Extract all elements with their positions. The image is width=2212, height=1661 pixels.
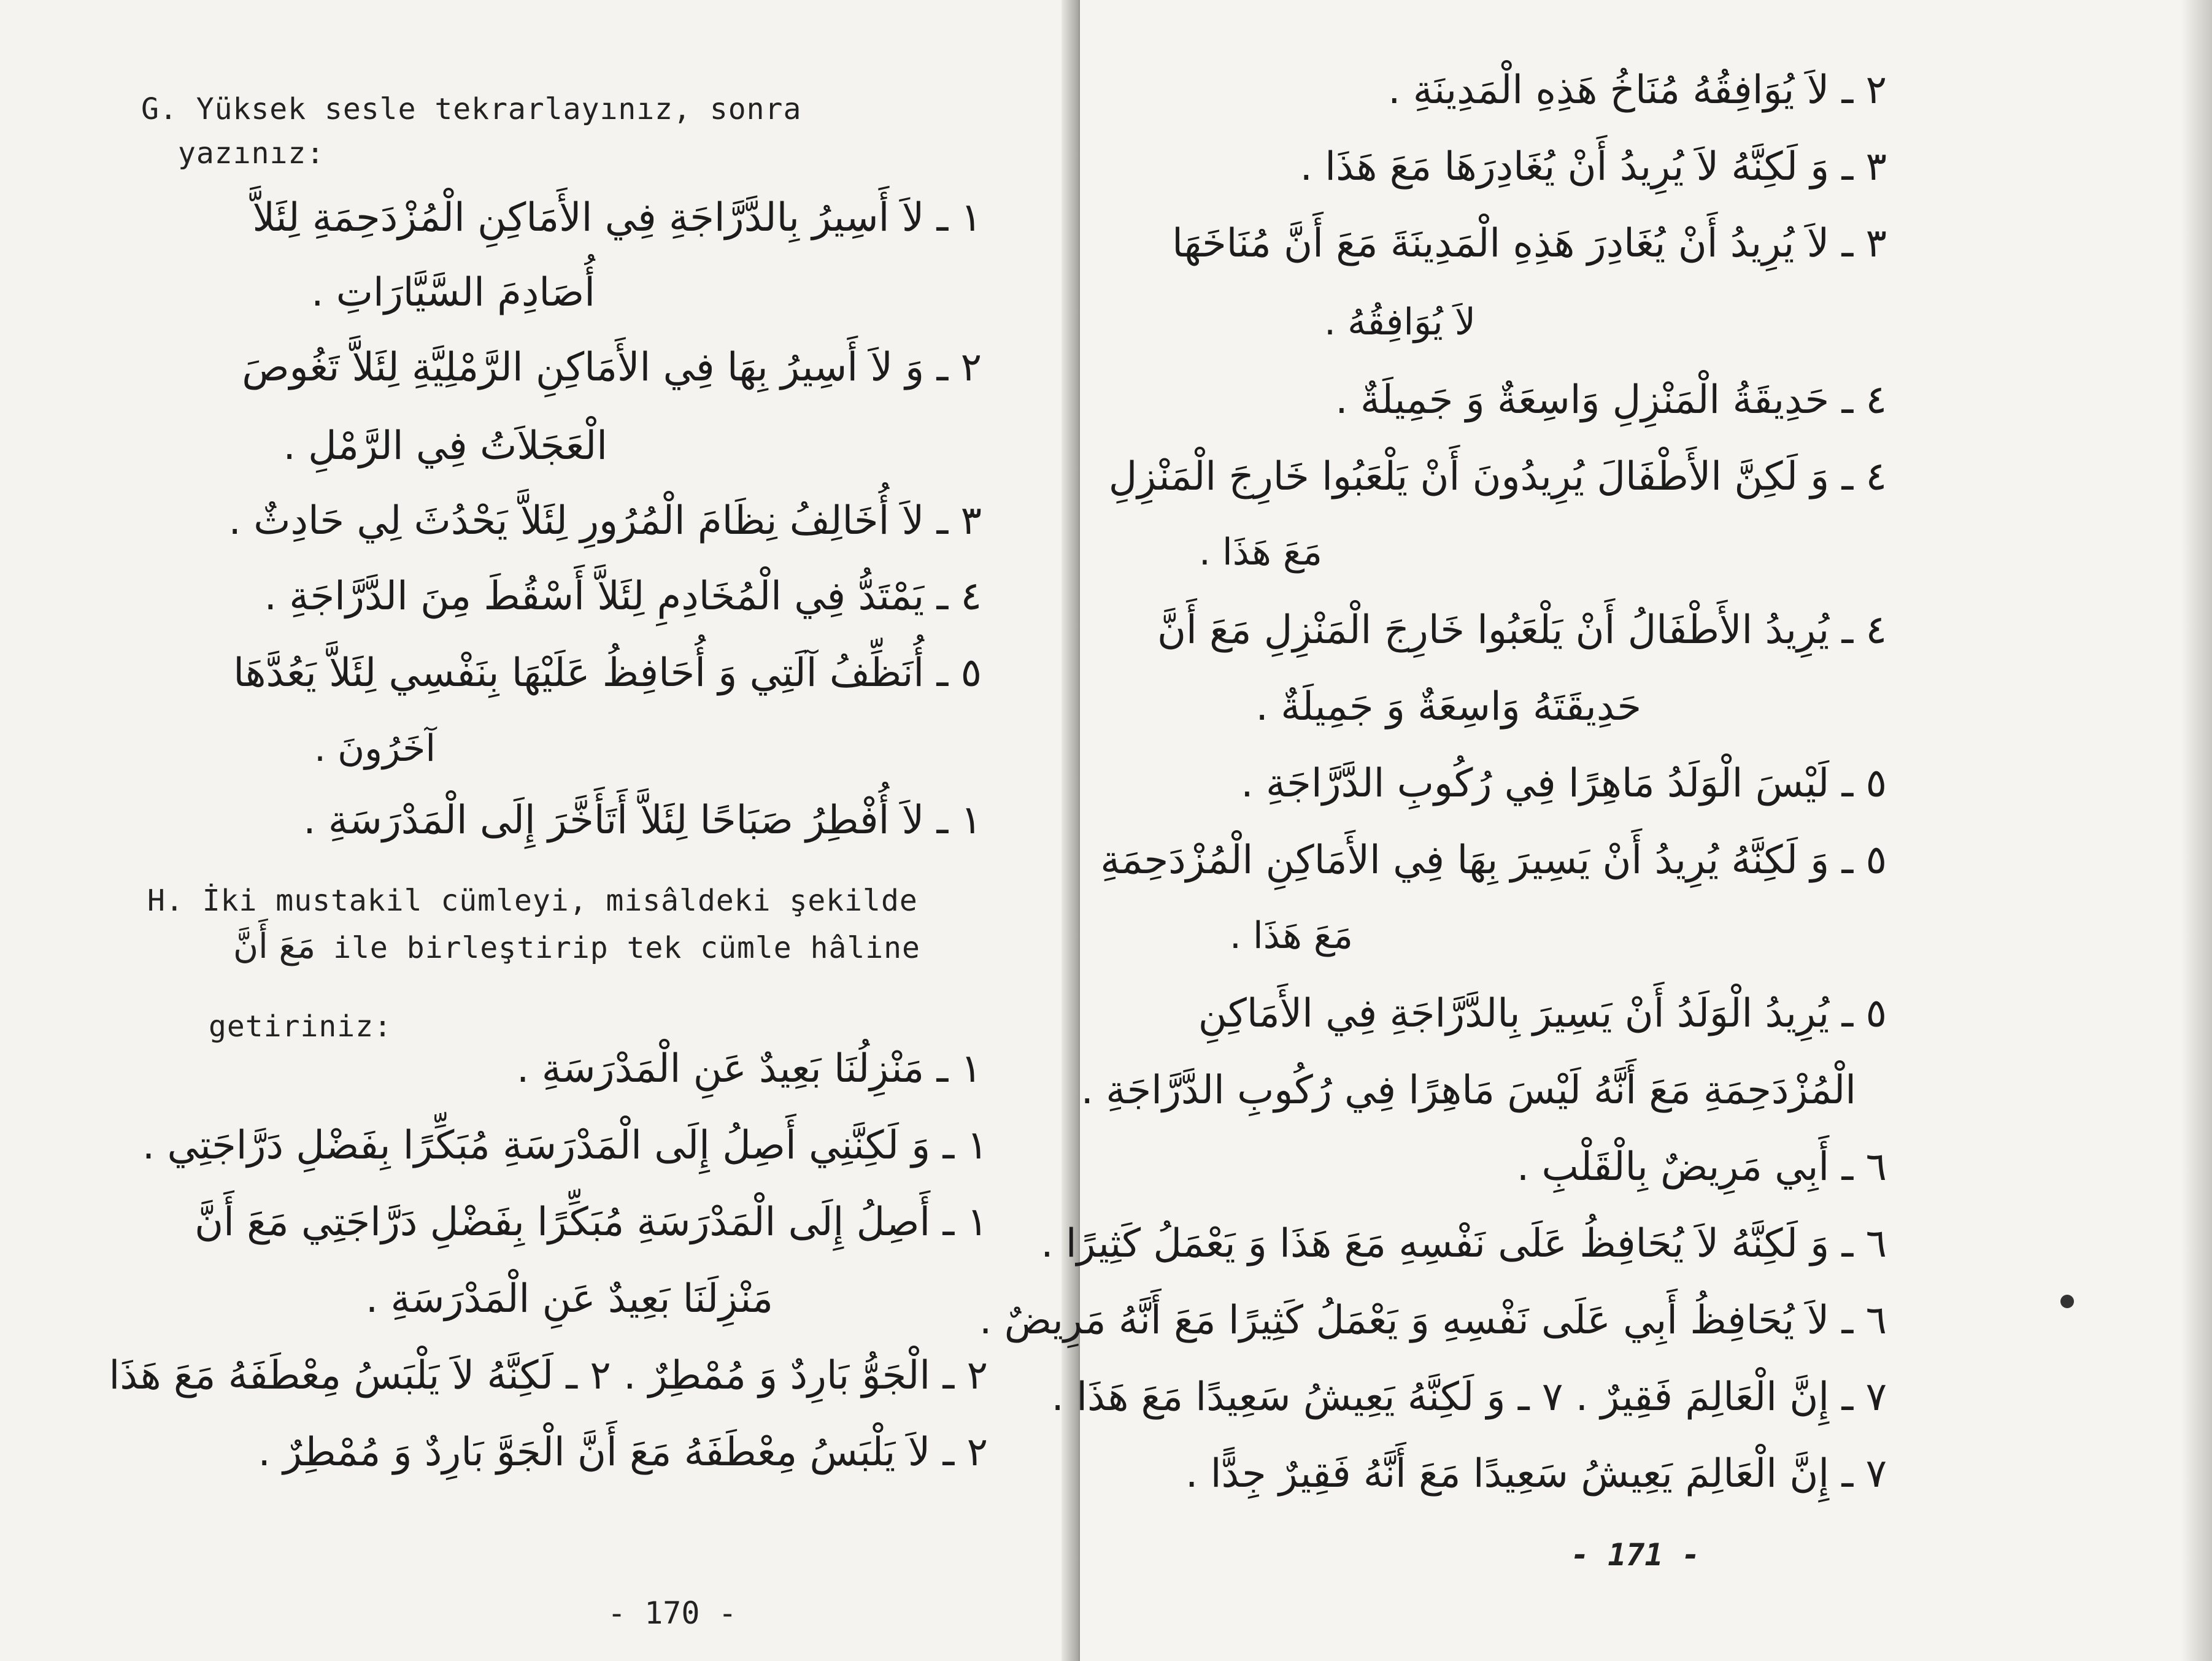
exercise-line: ٦ ـ أَبِي مَرِيضٌ بِالْقَلْبِ . [1516, 1144, 1887, 1190]
exercise-line: ٤ ـ وَ لَكِنَّ الأَطْفَالَ يُرِيدُونَ أَنْ يَلْعَبُوا خَارِجَ الْمَنْزِلِ [1108, 454, 1887, 499]
exercise-line: مَعَ هَذَا . [1198, 531, 1322, 574]
section-g-heading-line2: yazınız: [178, 136, 325, 171]
section-h-heading-line1: H. İki mustakil cümleyi, misâldeki şekilde [147, 884, 918, 918]
exercise-line: ٣ ـ وَ لَكِنَّهُ لاَ يُرِيدُ أَنْ يُغَادِرَهَا مَعَ هَذَا . [1300, 144, 1887, 190]
exercise-line: ٢ ـ لاَ يَلْبَسُ مِعْطَفَهُ مَعَ أَنَّ الْجَوَّ بَارِدٌ وَ مُمْطِرٌ . [258, 1430, 988, 1475]
page-number-left: - 170 - [607, 1595, 737, 1631]
section-h-heading-line2 [233, 927, 920, 966]
exercise-line: ٧ ـ إِنَّ الْعَالِمَ يَعِيشُ سَعِيدًا مَعَ أَنَّهُ فَقِيرٌ جِدًّا . [1185, 1451, 1887, 1497]
exercise-line: حَدِيقَتَهُ وَاسِعَةٌ وَ جَمِيلَةٌ . [1255, 684, 1641, 730]
exercise-line: ٤ ـ حَدِيقَةُ الْمَنْزِلِ وَاسِعَةٌ وَ جَمِيلَةٌ . [1335, 377, 1887, 423]
exercise-line: ١ ـ وَ لَكِنَّنِي أَصِلُ إِلَى الْمَدْرَسَةِ مُبَكِّرًا بِفَضْلِ دَرَّاجَتِي . [142, 1123, 988, 1168]
exercise-line: ٥ ـ يُرِيدُ الْوَلَدُ أَنْ يَسِيرَ بِالدَّرَّاجَةِ فِي الأَمَاكِنِ [1198, 991, 1887, 1036]
page-number-right: - 171 - [1571, 1537, 1700, 1573]
exercise-line: ٣ ـ لاَ يُرِيدُ أَنْ يُغَادِرَ هَذِهِ الْمَدِينَةَ مَعَ أَنَّ مُنَاخَهَا [1172, 221, 1887, 266]
exercise-line: ١ ـ لاَ أَسِيرُ بِالدَّرَّاجَةِ فِي الأَمَاكِنِ الْمُزْدَحِمَةِ لِئَلاَّ [252, 195, 982, 241]
exercise-line: مَنْزِلَنَا بَعِيدٌ عَنِ الْمَدْرَسَةِ . [365, 1276, 773, 1322]
right-page [979, 0, 2212, 1661]
exercise-line: ٢ ـ لاَ يُوَافِقُهُ مُنَاخُ هَذِهِ الْمَدِينَةِ . [1388, 67, 1887, 113]
exercise-line: الْعَجَلاَتُ فِي الرَّمْلِ . [283, 423, 607, 469]
exercise-line: ٥ ـ أُنَظِّفُ آلَتِي وَ أُحَافِظُ عَلَيْهَا بِنَفْسِي لِئَلاَّ يَعُدَّهَا [233, 650, 982, 696]
left-page [0, 0, 1080, 1661]
exercise-line: مَعَ هَذَا . [1229, 914, 1353, 957]
exercise-line: ٥ ـ وَ لَكِنَّهُ يُرِيدُ أَنْ يَسِيرَ بِهَا فِي الأَمَاكِنِ الْمُزْدَحِمَةِ [1100, 838, 1887, 883]
ink-dot-mark [2060, 1295, 2074, 1308]
exercise-line: ٥ ـ لَيْسَ الْوَلَدُ مَاهِرًا فِي رُكُوبِ الدَّرَّاجَةِ . [1241, 761, 1887, 806]
exercise-line: ٤ ـ يُرِيدُ الأَطْفَالُ أَنْ يَلْعَبُوا خَارِجَ الْمَنْزِلِ مَعَ أَنَّ [1157, 607, 1887, 653]
section-h-heading-rest: ile birleştirip tek cümle hâline [333, 931, 920, 965]
exercise-line: ١ ـ لاَ أُفْطِرُ صَبَاحًا لِئَلاَّ أَتَأَخَّرَ إِلَى الْمَدْرَسَةِ . [303, 798, 982, 843]
exercise-line: ٣ ـ لاَ أُخَالِفُ نِظَامَ الْمُرُورِ لِئَلاَّ يَحْدُثَ لِي حَادِثٌ . [228, 498, 982, 544]
exercise-line: أُصَادِمَ السَّيَّارَاتِ . [311, 270, 595, 315]
exercise-line: ٦ ـ وَ لَكِنَّهُ لاَ يُحَافِظُ عَلَى نَفْسِهِ مَعَ هَذَا وَ يَعْمَلُ كَثِيرًا . [1041, 1221, 1887, 1266]
exercise-line: ٤ ـ يَمْتَدُّ فِي الْمُخَادِمِ لِئَلاَّ أَسْقُطَ مِنَ الدَّرَّاجَةِ . [264, 574, 982, 619]
exercise-line: ٢ ـ الْجَوُّ بَارِدٌ وَ مُمْطِرٌ . ٢ ـ لَكِنَّهُ لاَ يَلْبَسُ مِعْطَفَهُ مَعَ هَذَا [109, 1353, 988, 1398]
exercise-line: لاَ يُوَافِقُهُ . [1324, 301, 1476, 344]
exercise-line: آخَرُونَ . [314, 727, 436, 770]
section-h-heading-line3: getiriniz: [209, 1009, 392, 1044]
exercise-line: ٧ ـ إِنَّ الْعَالِمَ فَقِيرٌ . ٧ ـ وَ لَكِنَّهُ يَعِيشُ سَعِيدًا مَعَ هَذَا . [1051, 1374, 1887, 1420]
exercise-line: الْمُزْدَحِمَةِ مَعَ أَنَّهُ لَيْسَ مَاهِرًا فِي رُكُوبِ الدَّرَّاجَةِ . [1081, 1068, 1856, 1113]
exercise-line: ٢ ـ وَ لاَ أَسِيرُ بِهَا فِي الأَمَاكِنِ الرَّمْلِيَّةِ لِئَلاَّ تَغُوصَ [242, 345, 982, 390]
exercise-line: ٦ ـ لاَ يُحَافِظُ أَبِي عَلَى نَفْسِهِ وَ يَعْمَلُ كَثِيرًا مَعَ أَنَّهُ مَرِيضٌ . [979, 1298, 1887, 1343]
section-h-inline-arabic: مَعَ أَنَّ [233, 927, 316, 966]
exercise-line: ١ ـ أَصِلُ إِلَى الْمَدْرَسَةِ مُبَكِّرًا بِفَضْلِ دَرَّاجَتِي مَعَ أَنَّ [195, 1200, 988, 1245]
page-edge-shadow [2181, 0, 2212, 1661]
exercise-line: ١ ـ مَنْزِلُنَا بَعِيدٌ عَنِ الْمَدْرَسَةِ . [517, 1046, 982, 1092]
section-g-heading-line1: G. Yüksek sesle tekrarlayınız, sonra [141, 92, 802, 126]
